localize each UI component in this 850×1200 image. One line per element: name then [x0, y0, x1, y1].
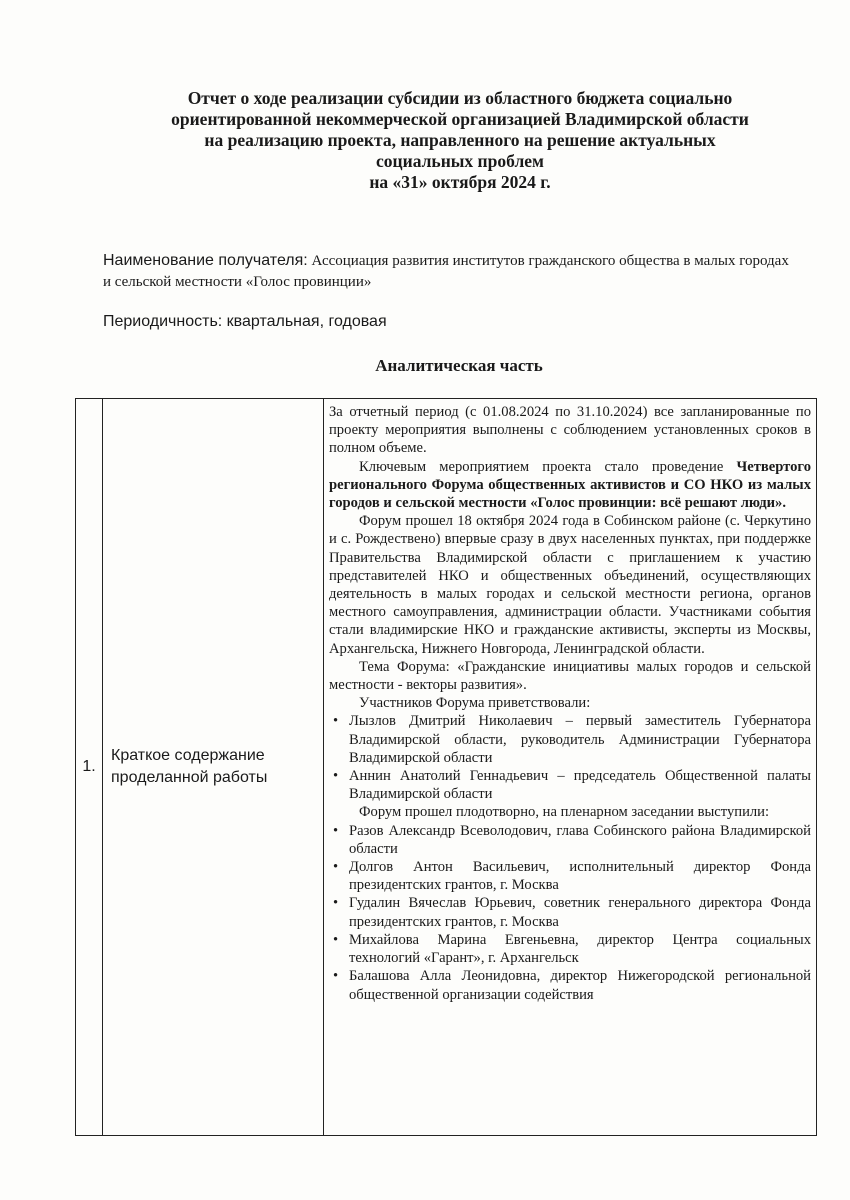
list-item-text: Лызлов Дмитрий Николаевич – первый заместитель Губернатора Владимирской области, руководитель Администрации Губернатора Владимирской области — [349, 713, 811, 766]
analytics-table — [75, 398, 817, 1136]
list-item — [329, 858, 811, 894]
report-date: на «31» октября 2024 г. — [369, 172, 551, 192]
recipient-value: Ассоциация развития институтов гражданского общества в малых городах и сельской местности «Голос провинции» — [103, 253, 789, 290]
row-content — [324, 399, 817, 1136]
bullet-icon: • — [333, 768, 339, 785]
list-item — [329, 931, 811, 967]
bullet-icon: • — [333, 931, 339, 948]
table-row — [76, 399, 817, 1136]
list-item — [329, 967, 811, 1003]
row-number: 1. — [76, 399, 103, 1136]
paragraph-text: Ключевым мероприятием проекта стало проведение — [359, 458, 737, 475]
paragraph: Участников Форума приветствовали: — [359, 695, 591, 712]
list-item-text: Балашова Алла Леонидовна, директор Нижегородской региональной общественной организации содействия — [349, 968, 811, 1003]
paragraph — [329, 458, 811, 513]
report-title-line: на реализацию проекта, направленного на решение актуальных — [204, 130, 716, 150]
list-item-text: Михайлова Марина Евгеньевна, директор Центра социальных технологий «Гарант», г. Архангельск — [349, 931, 811, 967]
paragraph: Тема Форума: «Гражданские инициативы малых городов и сельской местности - векторы развития». — [329, 658, 811, 694]
list-item-text: Гудалин Вячеслав Юрьевич, советник генерального директора Фонда президентских грантов, г. Москва — [349, 895, 811, 930]
row-name: Краткое содержание проделанной работы — [103, 399, 324, 1136]
list-item-text: Долгов Антон Васильевич, исполнительный директор Фонда президентских грантов, г. Москва — [349, 859, 811, 894]
paragraph: За отчетный период (с 01.08.2024 по 31.10.2024) все запланированные по проекту мероприятия выполнены с соблюдением установленных сроков в полном объеме. — [329, 404, 811, 457]
periodicity: Периодичность: квартальная, годовая — [103, 313, 387, 330]
paragraph: Форум прошел плодотворно, на пленарном заседании выступили: — [359, 804, 770, 821]
list-item — [329, 712, 811, 767]
list-item-text: Разов Александр Всеволодович, глава Собинского района Владимирской области — [349, 822, 811, 857]
report-title — [90, 88, 830, 193]
report-title-line: ориентированной некоммерческой организацией Владимирской области — [171, 109, 749, 129]
bullet-icon: • — [333, 822, 339, 839]
report-title-line: социальных проблем — [376, 151, 544, 171]
bullet-icon: • — [333, 713, 339, 730]
list-item — [329, 822, 811, 858]
report-title-line: Отчет о ходе реализации субсидии из областного бюджета социально — [187, 88, 733, 108]
section-title: Аналитическая часть — [375, 356, 543, 375]
forum-name: Четвертого регионального Форума общественных активистов и СО НКО из малых городов и сельской местности «Голос провинции: всё решают люди». — [329, 458, 811, 512]
bullet-icon: • — [333, 895, 339, 912]
recipient-label: Наименование получателя: — [103, 252, 308, 269]
list-item — [329, 767, 811, 803]
bullet-icon: • — [333, 859, 339, 876]
recipient — [103, 250, 793, 293]
list-item — [329, 894, 811, 930]
paragraph: Форум прошел 18 октября 2024 года в Собинском районе (с. Черкутино и с. Рождествено) впервые сразу в двух населенных пунктах, при поддержке Правительства Владимирской области с приглашением к участию представителей НКО и общественных объединений, осуществляющих деятельность в малых городах и сельской местности региона, органов местного самоуправления, администрации области. Участниками события стали владимирские НКО и гражданские активисты, эксперты из Москвы, Архангельска, Нижнего Новгорода, Ленинградской области. — [329, 513, 811, 657]
list-item-text: Аннин Анатолий Геннадьевич – председатель Общественной палаты Владимирской области — [349, 768, 811, 803]
bullet-icon: • — [333, 968, 339, 985]
